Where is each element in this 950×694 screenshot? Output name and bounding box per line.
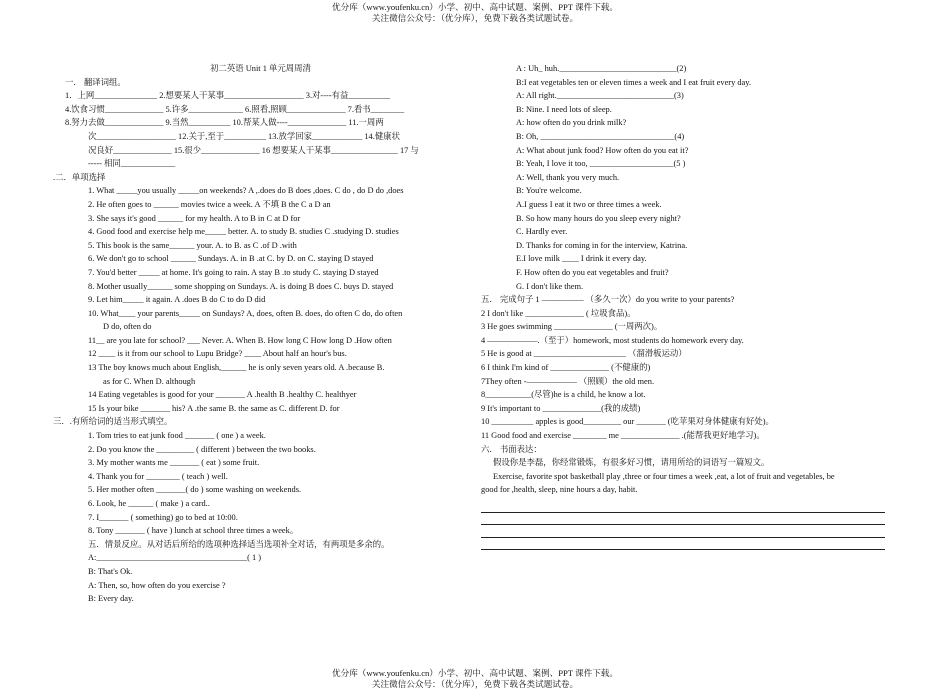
text-line: 9 It's important to ______________(我的成绩) — [481, 403, 641, 413]
text-line: 5. This book is the same______ your. A. to B. as C .of D .with — [88, 240, 297, 250]
writing-area[interactable] — [481, 501, 891, 550]
text-line: 4 ——————.（至于）homework, most students do homework every day. — [481, 335, 744, 345]
text-line: G. I don't like them. — [516, 281, 584, 291]
document-title: 初二英语 Unit 1 单元周周清 — [210, 64, 311, 73]
text-line: 14 Eating vegetables is good for your _______ A .health B .healthy C. healthyer — [88, 390, 357, 400]
text-line: 五．情景反应。从对话后所给的选项种选择适当选项补全对话，有两项是多余的。 — [88, 539, 390, 549]
text-line: A : Uh_ huh.____________________________(2) — [516, 64, 687, 73]
writing-line[interactable] — [481, 501, 885, 513]
text-line: 5 He is good at ______________________ （溜滑板运动） — [481, 349, 687, 359]
text-line: 4. Thank you for ________ ( teach ) well. — [88, 471, 228, 481]
text-line: 8.努力去做______________ 9.当然__________ 10.帮某人做----______________ 11.一周两 — [65, 118, 384, 128]
text-line: A: Well, thank you very much. — [516, 172, 620, 182]
text-line: B: Oh, ________________________________(4) — [516, 131, 685, 141]
text-line: 10 __________ apples is good_________ our _______ (吃苹果对身体健康有好处)。 — [481, 417, 774, 427]
text-line: 6 I think I'm kind of ______________ (不健康的) — [481, 363, 651, 373]
writing-line[interactable] — [481, 525, 885, 537]
text-line: 8. Mother usually______ some shopping on Sundays. A. is doing B does C. buys D. stayed — [88, 281, 394, 291]
text-line: B: Yeah, I love it too, ____________________(5 ) — [516, 159, 686, 169]
text-line: 15 Is your bike _______ his? A .the same B. the same as C. different D. for — [88, 403, 340, 413]
text-line: B:I eat vegetables ten or eleven times a week and I eat fruit every day. — [516, 77, 752, 87]
text-line: A.I guess I eat it two or three times a week. — [516, 199, 662, 209]
text-line: 六． 书面表达： — [481, 444, 542, 454]
left-column — [53, 62, 468, 606]
text-line: good for ,health, sleep, nine hours a day, habit. — [481, 485, 638, 495]
text-line: 3 He goes swimming ______________ (一周两次)。 — [481, 322, 663, 332]
text-line: A: Then, so, how often do you exercise ? — [88, 580, 226, 590]
text-line: 7. I_______ ( something) go to bed at 10:00. — [88, 512, 238, 522]
text-line: A:____________________________________( 1 ) — [88, 553, 262, 563]
text-line: 1. Tom tries to eat junk food _______ ( one ) a week. — [88, 431, 266, 441]
text-line: C. Hardly ever. — [516, 227, 568, 237]
text-line: 7. You'd better _____ at home. It's going to rain. A stay B .to study C. staying D stayed — [88, 267, 379, 277]
text-line: B: Every day. — [88, 594, 134, 604]
text-line: B: That's Ok. — [88, 566, 133, 576]
text-line: 10. What____ your parents_____ on Sundays? A, does, often B. does, do often C do, do often — [88, 308, 403, 318]
text-line: 2 I don't like ______________ ( 垃圾食品)。 — [481, 308, 636, 318]
text-line: A: What about junk food? How often do you eat it? — [516, 145, 689, 155]
text-line: 1. What _____you usually _____on weekends? A ,.does do B does ,does. C do , do D do ,does — [88, 186, 404, 196]
text-line: E.I love milk ____ I drink it every day. — [516, 254, 647, 264]
text-line: 9. Let him_____ it again. A .does B do C to do D did — [88, 295, 266, 305]
text-line: 况良好______________ 15.很少______________ 16 想要某人干某事________________ 17 与 — [88, 145, 419, 155]
text-line: Exercise, favorite spot basketball play ,three or four times a week ,eat, a lot of fruit and vegetables, be — [493, 471, 835, 481]
text-line: F. How often do you eat vegetables and fruit? — [516, 267, 669, 277]
text-line: 五． 完成句子 1 ————— （多久一次）do you write to your parents? — [481, 295, 735, 305]
text-line: 8___________(尽管)he is a child, he know a lot. — [481, 390, 646, 400]
footer-line-2: 关注微信公众号：（优分库），免费下载各类试题试卷。 — [371, 679, 579, 689]
right-column — [481, 62, 891, 550]
text-line: 3. My mother wants me _______ ( eat ) some fruit. — [88, 458, 260, 468]
header-line-2: 关注微信公众号：（优分库），免费下载各类试题试卷。 — [371, 13, 579, 23]
text-line: 12 ____ is it from our school to Lupu Bridge? ____ About half an hour's bus. — [88, 349, 347, 359]
text-line: 6. Look, he ______ ( make ) a card.. — [88, 499, 210, 508]
text-line: 2. Do you know the _________ ( different ) between the two books. — [88, 444, 316, 454]
text-line: 6. We don't go to school ______ Sundays. A. in B .at C. by D. on C. staying D stayed — [88, 254, 374, 264]
text-line: 11__ are you late for school? ___ Never. A. When B. How long C How long D .How often — [88, 335, 392, 345]
text-line: 13 The boy knows much about English,______ he is only seven years old. A .because B. — [88, 363, 385, 373]
footer-line-1: 优分库（www.youfenku.cn）小学、初中、高中试题、案例、PPT 课件下载。 — [332, 668, 618, 678]
text-line: B. So how many hours do you sleep every night? — [516, 213, 681, 223]
text-line: B: You're welcome. — [516, 186, 582, 196]
text-line: 一． 翻译词组。 — [65, 77, 126, 87]
text-line: 8. Tony _______ ( have ) lunch at school three times a week。 — [88, 526, 299, 536]
header-line-1: 优分库（www.youfenku.cn）小学、初中、高中试题、案例、PPT 课件下载。 — [332, 2, 618, 12]
text-line: .二．单项选择 — [53, 172, 106, 182]
text-line: 次___________________ 12.关于,至于__________ 13.放学回家____________ 14.健康状 — [88, 131, 400, 141]
writing-line[interactable] — [481, 538, 885, 550]
text-line: 11 Good food and exercise ________ me ______________ .(能帮我更好地学习)。 — [481, 431, 765, 441]
text-line: 4. Good food and exercise help me_____ better. A. to study B. studies C .studying D. studies — [88, 227, 399, 237]
text-line: 7They often -—————— （照顾）the old men. — [481, 376, 655, 386]
text-line: 三．.有所给词的适当形式填空。 — [53, 417, 173, 427]
text-line: 1．上网_______________ 2.想要某人干某事___________________ 3.对----有益__________ — [65, 91, 391, 101]
text-line: 4.饮食习惯______________ 5.许多_____________ 6.照看,照顾______________ 7.看书________ — [65, 104, 405, 114]
text-line: A: how often do you drink milk? — [516, 118, 627, 128]
text-line: 3. She says it's good ______ for my health. A to B in C at D for — [88, 213, 301, 223]
text-line: as for C. When D. although — [103, 376, 196, 386]
text-line: ----- 相同_____________ — [88, 159, 176, 169]
text-line: D. Thanks for coming in for the interview, Katrina. — [516, 240, 688, 250]
text-line: 假设你是李磊，你经常锻炼，有很多好习惯，请用所给的词语写一篇短文。 — [493, 458, 770, 468]
writing-line[interactable] — [481, 513, 885, 525]
text-line: B: Nine. I need lots of sleep. — [516, 104, 612, 114]
text-line: 2. He often goes to ______ movies twice a week. A 不填 B the C a D an — [88, 199, 331, 209]
text-line: A: All right.____________________________(3) — [516, 91, 684, 101]
text-line: 5. Her mother often _______( do ) some washing on weekends. — [88, 485, 302, 495]
text-line: D do, often do — [103, 322, 152, 332]
